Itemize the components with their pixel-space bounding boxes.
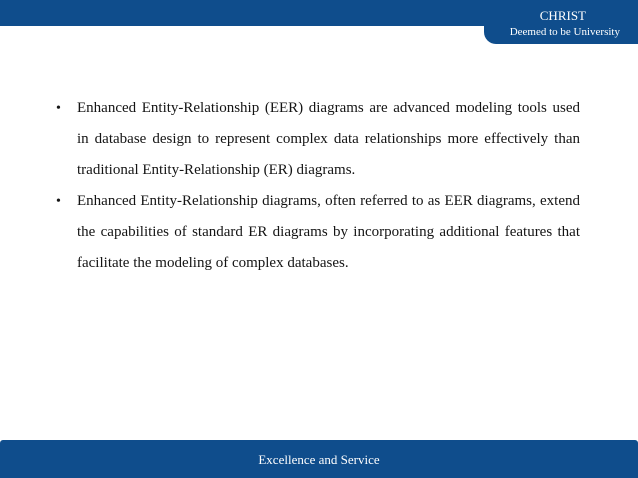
brand-tab xyxy=(484,0,638,44)
bullet-item-1 xyxy=(52,93,580,186)
footer-bar xyxy=(0,440,638,478)
brand-subtitle: Deemed to be University xyxy=(509,26,620,38)
bullet-text-2: Enhanced Entity-Relationship diagrams, often referred to as EER diagrams, extend the capabilities of standard ER diagrams by incorporating additional features that facilitate the modeling of complex databases. xyxy=(77,193,580,271)
bullet-item-2 xyxy=(52,186,580,279)
bullet-text-1: Enhanced Entity-Relationship (EER) diagrams are advanced modeling tools used in database design to represent complex data relationships more effectively than traditional Entity-Relationship (ER) diagrams. xyxy=(77,100,580,178)
bullet-icon: • xyxy=(56,194,61,209)
bullet-list xyxy=(52,93,580,279)
brand-name: CHRIST xyxy=(539,8,586,23)
bullet-icon: • xyxy=(56,101,61,116)
footer-tagline: Excellence and Service xyxy=(258,452,380,467)
